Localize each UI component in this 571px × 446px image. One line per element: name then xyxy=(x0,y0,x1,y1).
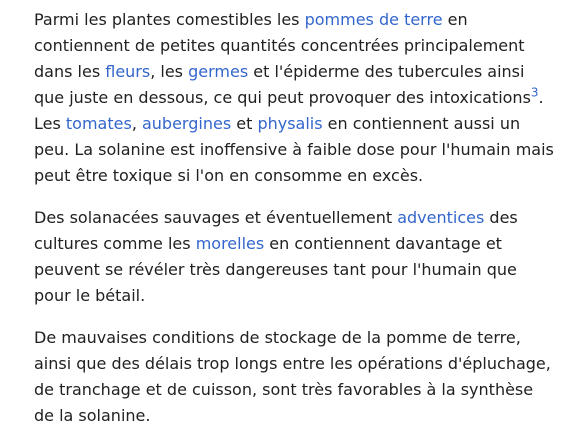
link-morelles[interactable]: morelles xyxy=(195,234,265,253)
paragraph-wild-solanaceae xyxy=(34,205,556,309)
text-span: Des solanacées sauvages et éventuellement xyxy=(34,208,398,227)
text-span: , les xyxy=(150,62,189,81)
paragraph-storage-conditions xyxy=(34,325,556,429)
text-span: des cultures comme les xyxy=(34,208,518,253)
text-span: et xyxy=(231,114,258,133)
text-span: en contiennent de petites quantités concentrées principalement dans les xyxy=(34,10,525,81)
text-span: De mauvaises conditions de stockage de la pomme de terre, ainsi que des délais trop longs entre les opérations d'épluchage, de tranchage et de cuisson, sont très favorables à la synthèse de la solanine. xyxy=(34,328,551,425)
article-body xyxy=(34,7,556,445)
text-span: , xyxy=(131,114,142,133)
text-span: Parmi les plantes comestibles les xyxy=(34,10,305,29)
text-span: en contiennent aussi un peu. La solanine est inoffensive à faible dose pour l'humain mais peut être toxique si l'on en consomme en excès. xyxy=(34,114,554,185)
paragraph-solanine-sources xyxy=(34,7,556,189)
footnote-ref-3[interactable]: 3 xyxy=(530,85,539,100)
link-physalis[interactable]: physalis xyxy=(257,114,323,133)
link-tomates[interactable]: tomates xyxy=(65,114,132,133)
link-pommes-de-terre[interactable]: pommes de terre xyxy=(304,10,443,29)
text-span: et l'épiderme des tubercules ainsi que juste en dessous, ce qui peut provoquer des intoxications xyxy=(34,62,531,107)
text-span: . Les xyxy=(34,88,544,133)
link-germes[interactable]: germes xyxy=(188,62,249,81)
link-aubergines[interactable]: aubergines xyxy=(141,114,232,133)
link-fleurs[interactable]: fleurs xyxy=(105,62,151,81)
link-adventices[interactable]: adventices xyxy=(397,208,485,227)
text-span: en contiennent davantage et peuvent se révéler très dangereuses tant pour l'humain que pour le bétail. xyxy=(34,234,517,305)
